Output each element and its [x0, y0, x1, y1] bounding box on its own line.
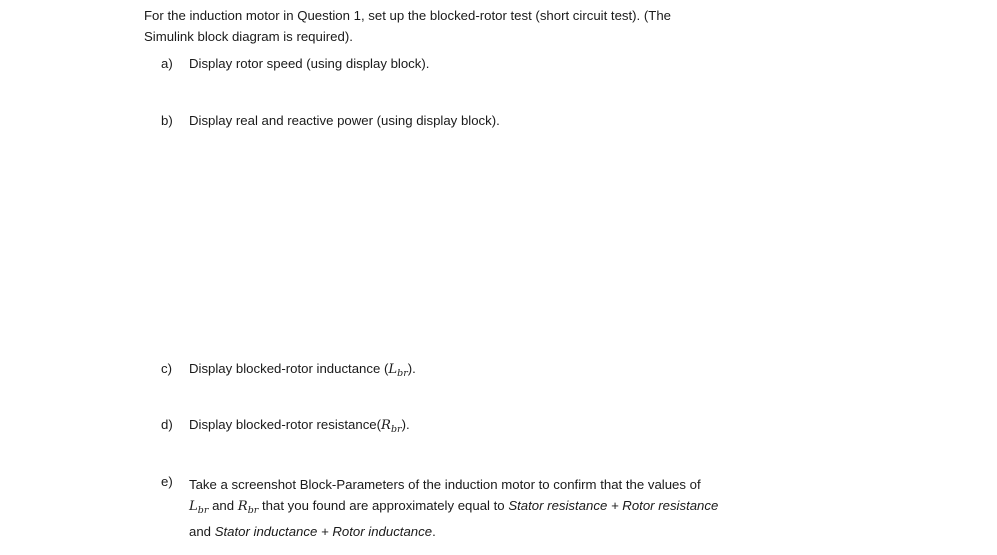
item-e-line-2-mid: that you found are approximately equal to: [261, 498, 505, 513]
item-marker-b: b): [161, 113, 173, 128]
item-e-line-2: [189, 495, 761, 521]
item-e-and: and: [212, 498, 235, 513]
math-subscript: br: [197, 505, 209, 516]
math-symbol: L: [189, 499, 198, 514]
item-c-text-after: ).: [407, 361, 416, 376]
math-subscript: br: [397, 368, 408, 379]
math-r-br: [381, 418, 402, 433]
math-l-br: [388, 362, 407, 377]
math-symbol: R: [381, 418, 391, 433]
math-l-br: [189, 499, 208, 514]
item-e-line-3: [189, 521, 761, 542]
item-d-text-after: ).: [401, 417, 410, 432]
item-text-c: [189, 361, 761, 379]
math-symbol: L: [388, 362, 398, 377]
item-text-e: [189, 474, 761, 542]
item-text-d: [189, 417, 761, 435]
item-marker-a: a): [161, 56, 173, 71]
item-e-line-1: Take a screenshot Block-Parameters of the induction motor to confirm that the values of: [189, 477, 701, 492]
intro-line-2: Simulink block diagram is required).: [144, 29, 353, 44]
item-marker-e: e): [161, 474, 173, 489]
math-subscript: br: [247, 505, 259, 516]
intro-line-1: For the induction motor in Question 1, set up the blocked-rotor test (short circuit test). (The: [144, 8, 671, 23]
math-symbol: R: [237, 499, 248, 514]
item-text-a: Display rotor speed (using display block).: [189, 56, 430, 71]
item-text-b: Display real and reactive power (using display block).: [189, 113, 500, 128]
item-e-line-3-and: and: [189, 524, 212, 539]
math-subscript: br: [390, 424, 402, 435]
math-r-br: [238, 499, 259, 514]
item-c-text-before: Display blocked-rotor inductance (: [189, 361, 389, 376]
item-e-line-3-italic: Stator inductance + Rotor inductance: [214, 524, 433, 539]
question-intro: [144, 5, 744, 47]
item-marker-c: c): [161, 361, 172, 376]
item-e-line-3-end: .: [432, 524, 436, 539]
item-marker-d: d): [161, 417, 173, 432]
item-e-line-2-italic: Stator resistance + Rotor resistance: [508, 498, 719, 513]
item-d-text-before: Display blocked-rotor resistance(: [189, 417, 382, 432]
